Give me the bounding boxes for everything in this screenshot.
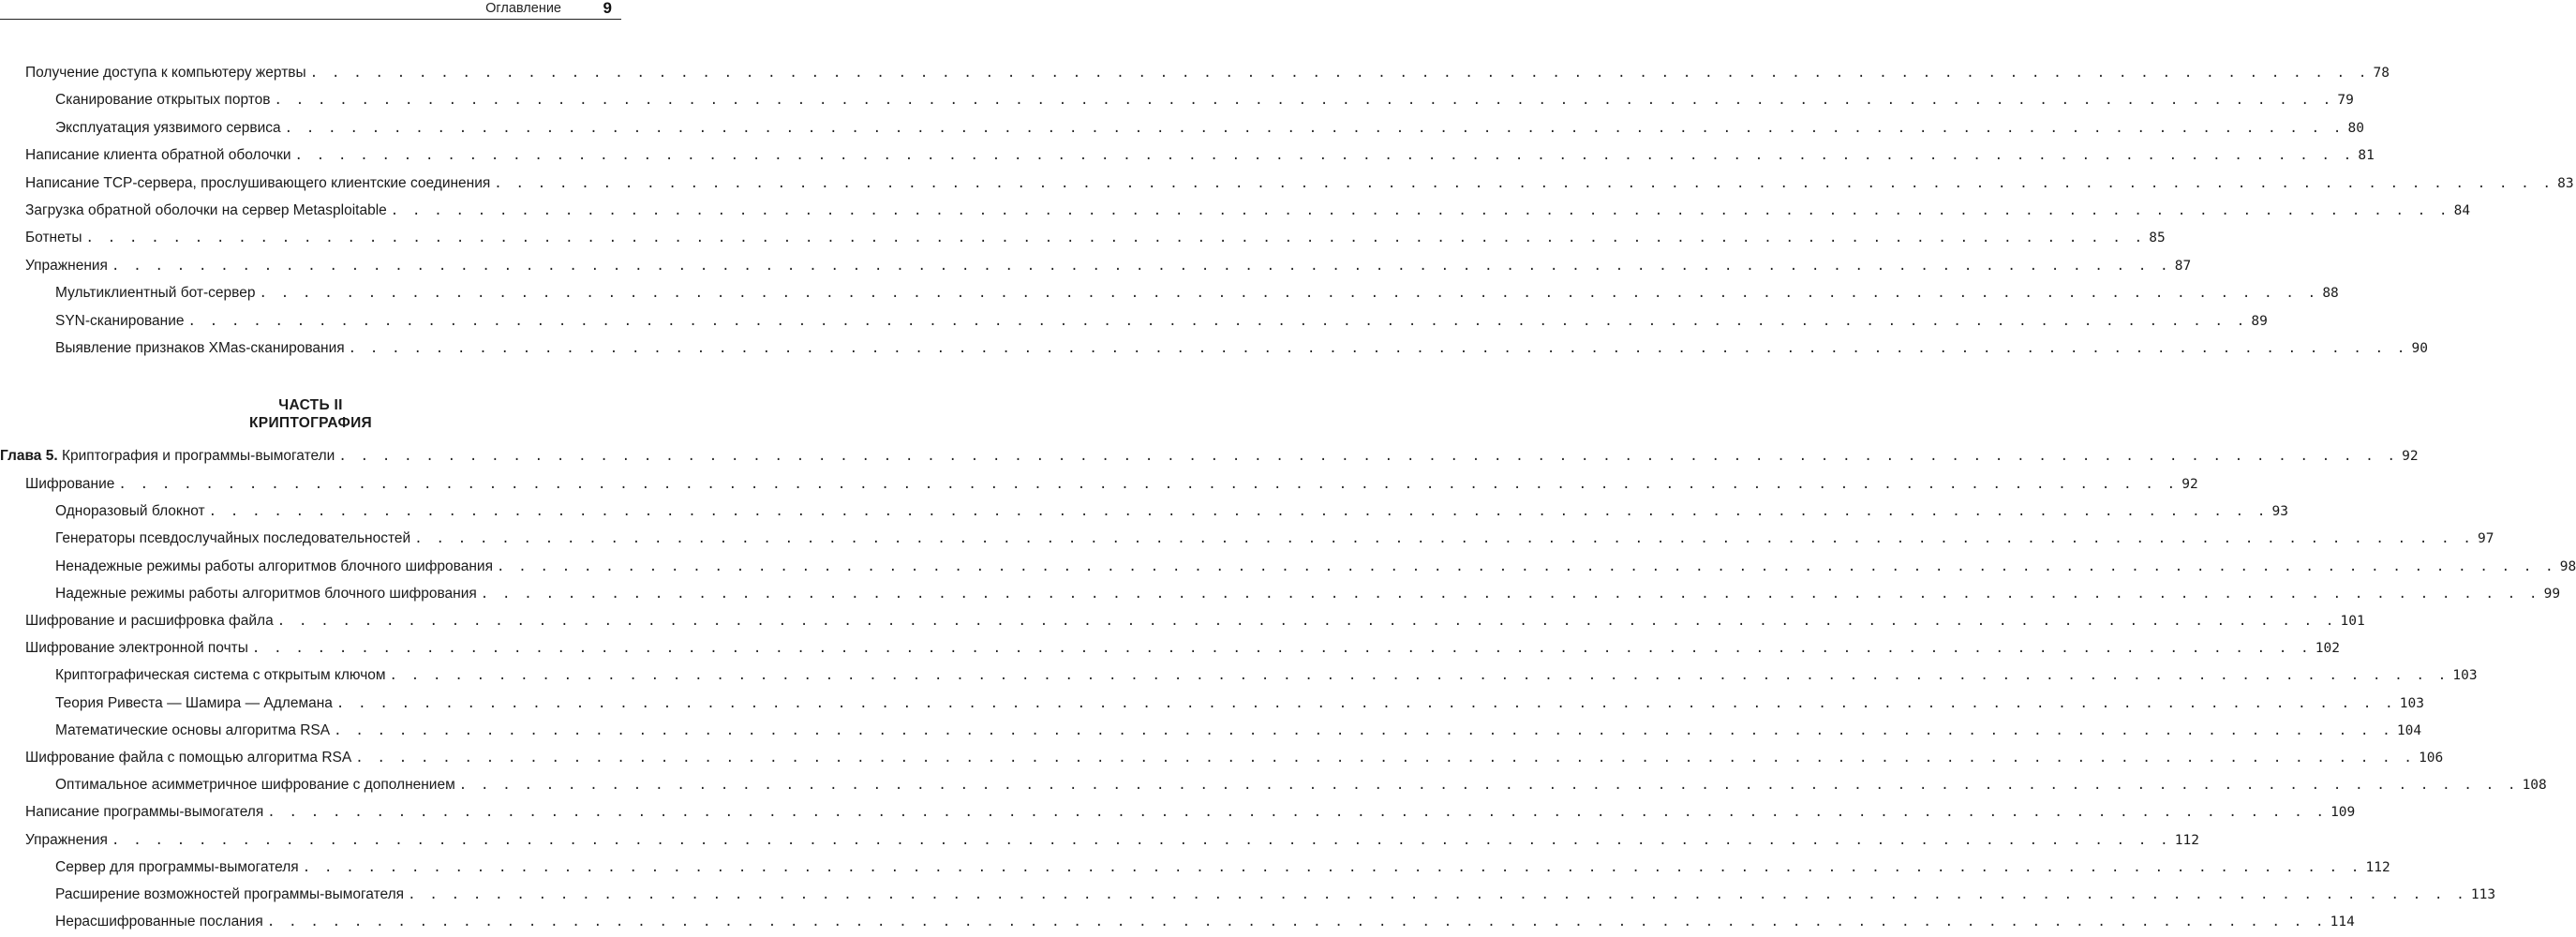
toc-entry-title: Шифрование <box>25 476 115 492</box>
toc-entry <box>55 859 2390 882</box>
dot-leader: . . . . . . . . . . . . . . . . . . . . . . . . . . . . . . . . . . . . . . . . . . . . . . . . . . . . . . . . . . . . . . . . . . . . . . . . . . . . . . . . . . . . . . . . . . . . . . . <box>338 449 2399 464</box>
toc-entry <box>55 722 2422 745</box>
toc-entry-page: 81 <box>2358 148 2375 163</box>
toc-entry-title: Выявление признаков XMas-сканирования <box>55 340 345 356</box>
dot-leader: . . . . . . . . . . . . . . . . . . . . . . . . . . . . . . . . . . . . . . . . . . . . . . . . . . . . . . . . . . . . . . . . . . . . . . . . . . . . . . . . . . . . . . . . . . . . . . . <box>458 778 2519 793</box>
toc-entry-title: Написание программы-вымогателя <box>25 804 264 820</box>
dot-leader: . . . . . . . . . . . . . . . . . . . . . . . . . . . . . . . . . . . . . . . . . . . . . . . . . . . . . . . . . . . . . . . . . . . . . . . . . . . . . . . . . . . . . . . . . . . . . . . <box>276 614 2337 629</box>
chapter-page: 92 <box>2402 449 2419 464</box>
dot-leader: . . . . . . . . . . . . . . . . . . . . . . . . . . . . . . . . . . . . . . . . . . . . . . . . . . . . . . . . . . . . . . . . . . . . . . . . . . . . . . . . . . . . . . . . . . . . . . . <box>355 751 2416 766</box>
dot-leader: . . . . . . . . . . . . . . . . . . . . . . . . . . . . . . . . . . . . . . . . . . . . . . . . . . . . . . . . . . . . . . . . . . . . . . . . . . . . . . . . . . . . . . . . . . . . . . . <box>494 176 2554 191</box>
dot-leader: . . . . . . . . . . . . . . . . . . . . . . . . . . . . . . . . . . . . . . . . . . . . . . . . . . . . . . . . . . . . . . . . . . . . . . . . . . . . . . . . . . . . . . . . . . . . . . . <box>259 286 2319 301</box>
toc-entry-page: 92 <box>2181 477 2198 492</box>
toc-entry-page: 90 <box>2411 341 2428 356</box>
toc-entry <box>55 777 2547 799</box>
dot-leader: . . . . . . . . . . . . . . . . . . . . . . . . . . . . . . . . . . . . . . . . . . . . . . . . . . . . . . . . . . . . . . . . . . . . . . . . . . . . . . . . . . . . . . . . . . . . . . . <box>267 805 2328 820</box>
page-number: 9 <box>603 0 612 17</box>
toc-entry <box>55 313 2268 335</box>
toc-entry-page: 85 <box>2149 231 2166 245</box>
toc-entry-title: Надежные режимы работы алгоритмов блочного шифрования <box>55 586 477 602</box>
toc-entry-title: Расширение возможностей программы-вымогателя <box>55 886 405 902</box>
toc-entry-title: Шифрование и расшифровка файла <box>25 613 274 629</box>
dot-leader: . . . . . . . . . . . . . . . . . . . . . . . . . . . . . . . . . . . . . . . . . . . . . . . . . . . . . . . . . . . . . . . . . . . . . . . . . . . . . . . . . . . . . . . . . . . . . . . <box>266 915 2327 930</box>
toc-entry-title: Нерасшифрованные послания <box>55 914 263 930</box>
toc-entry-page: 89 <box>2251 314 2268 329</box>
toc-entry-title: Математические основы алгоритма RSA <box>55 722 331 738</box>
dot-leader: . . . . . . . . . . . . . . . . . . . . . . . . . . . . . . . . . . . . . . . . . . . . . . . . . . . . . . . . . . . . . . . . . . . . . . . . . . . . . . . . . . . . . . . . . . . . . . . <box>408 887 2467 902</box>
dot-leader: . . . . . . . . . . . . . . . . . . . . . . . . . . . . . . . . . . . . . . . . . . . . . . . . . . . . . . . . . . . . . . . . . . . . . . . . . . . . . . . . . . . . . . . . . . . . . . . <box>187 314 2248 329</box>
toc-entry <box>55 285 2339 307</box>
toc-entry-page: 112 <box>2365 860 2390 875</box>
dot-leader: . . . . . . . . . . . . . . . . . . . . . . . . . . . . . . . . . . . . . . . . . . . . . . . . . . . . . . . . . . . . . . . . . . . . . . . . . . . . . . . . . . . . . . . . . . . . . . . <box>294 148 2355 163</box>
toc-entry-title: Сервер для программы-вымогателя <box>55 859 299 875</box>
toc-entry-page: 113 <box>2470 887 2496 902</box>
toc-entry-page: 103 <box>2452 668 2478 683</box>
dot-leader: . . . . . . . . . . . . . . . . . . . . . . . . . . . . . . . . . . . . . . . . . . . . . . . . . . . . . . . . . . . . . . . . . . . . . . . . . . . . . . . . . . . . . . . . . . . . . . . <box>302 860 2362 875</box>
toc-entry <box>25 613 2365 635</box>
dot-leader: . . . . . . . . . . . . . . . . . . . . . . . . . . . . . . . . . . . . . . . . . . . . . . . . . . . . . . . . . . . . . . . . . . . . . . . . . . . . . . . . . . . . . . . . . . . . . . . <box>118 477 2179 492</box>
toc-entry <box>55 695 2424 718</box>
dot-leader: . . . . . . . . . . . . . . . . . . . . . . . . . . . . . . . . . . . . . . . . . . . . . . . . . . . . . . . . . . . . . . . . . . . . . . . . . . . . . . . . . . . . . . . . . . . . . . . <box>111 833 2171 848</box>
toc-entry-page: 78 <box>2373 66 2390 81</box>
toc-entry <box>55 914 2355 936</box>
toc-entry <box>25 804 2356 826</box>
toc-entry-page: 109 <box>2330 805 2356 820</box>
dot-leader: . . . . . . . . . . . . . . . . . . . . . . . . . . . . . . . . . . . . . . . . . . . . . . . . . . . . . . . . . . . . . . . . . . . . . . . . . . . . . . . . . . . . . . . . . . . . . . . <box>335 696 2396 711</box>
running-header <box>0 0 621 20</box>
toc-entry-title: SYN-сканирование <box>55 313 185 329</box>
toc-entry-title: Написание клиента обратной оболочки <box>25 147 291 163</box>
toc-entry-page: 112 <box>2174 833 2199 848</box>
toc-entry-title: Ботнеты <box>25 230 82 245</box>
toc-entry-title: Ненадежные режимы работы алгоритмов блочного шифрования <box>55 558 493 574</box>
toc-entry <box>55 667 2478 690</box>
toc-entry-page: 106 <box>2419 751 2444 766</box>
dot-leader: . . . . . . . . . . . . . . . . . . . . . . . . . . . . . . . . . . . . . . . . . . . . . . . . . . . . . . . . . . . . . . . . . . . . . . . . . . . . . . . . . . . . . . . . . . . . . . . <box>274 93 2334 108</box>
dot-leader: . . . . . . . . . . . . . . . . . . . . . . . . . . . . . . . . . . . . . . . . . . . . . . . . . . . . . . . . . . . . . . . . . . . . . . . . . . . . . . . . . . . . . . . . . . . . . . . <box>309 66 2370 81</box>
toc-entry-title: Оптимальное асимметричное шифрование с дополнением <box>55 777 455 793</box>
toc-entry-page: 84 <box>2453 203 2471 218</box>
part-title: КРИПТОГРАФИЯ <box>249 415 372 431</box>
toc-entry <box>55 530 2494 553</box>
toc-entry-page: 103 <box>2399 696 2424 711</box>
toc-entry-title: Написание TCP-сервера, прослушивающего клиентские соединения <box>25 175 491 191</box>
toc-entry <box>25 147 2375 170</box>
toc-entry <box>55 120 2364 142</box>
toc-entry-title: Загрузка обратной оболочки на сервер Metasploitable <box>25 202 387 218</box>
toc-entry-page: 93 <box>2271 504 2288 519</box>
toc-entry-title: Эксплуатация уязвимого сервиса <box>55 120 281 136</box>
toc-entry-page: 98 <box>2559 559 2576 574</box>
toc-entry-page: 88 <box>2322 286 2339 301</box>
chapter-entry <box>0 448 2419 470</box>
toc-entry-title: Упражнения <box>25 832 108 848</box>
toc-entry-title: Упражнения <box>25 258 108 274</box>
running-header-title: Оглавление <box>485 1 561 16</box>
toc-entry-title: Шифрование электронной почты <box>25 640 248 656</box>
toc-entry <box>25 258 2192 280</box>
toc-entry <box>55 340 2428 363</box>
dot-leader: . . . . . . . . . . . . . . . . . . . . . . . . . . . . . . . . . . . . . . . . . . . . . . . . . . . . . . . . . . . . . . . . . . . . . . . . . . . . . . . . . . . . . . . . . . . . . . . <box>390 203 2450 218</box>
dot-leader: . . . . . . . . . . . . . . . . . . . . . . . . . . . . . . . . . . . . . . . . . . . . . . . . . . . . . . . . . . . . . . . . . . . . . . . . . . . . . . . . . . . . . . . . . . . . . . . <box>334 723 2393 738</box>
toc-entry <box>55 503 2288 526</box>
toc-entry <box>55 886 2496 909</box>
toc-entry-page: 114 <box>2330 915 2355 930</box>
toc-entry <box>25 202 2471 225</box>
dot-leader: . . . . . . . . . . . . . . . . . . . . . . . . . . . . . . . . . . . . . . . . . . . . . . . . . . . . . . . . . . . . . . . . . . . . . . . . . . . . . . . . . . . . . . . . . . . . . . . <box>111 259 2171 274</box>
part-label: ЧАСТЬ II <box>278 397 343 413</box>
toc-entry <box>25 175 2574 198</box>
toc-entry-page: 83 <box>2557 176 2574 191</box>
toc-entry <box>25 832 2199 855</box>
toc-entry-title: Генераторы псевдослучайных последовательностей <box>55 530 411 546</box>
dot-leader: . . . . . . . . . . . . . . . . . . . . . . . . . . . . . . . . . . . . . . . . . . . . . . . . . . . . . . . . . . . . . . . . . . . . . . . . . . . . . . . . . . . . . . . . . . . . . . . <box>480 587 2540 602</box>
toc-entry <box>25 750 2444 772</box>
toc-entry <box>25 476 2198 498</box>
toc-entry-page: 80 <box>2347 121 2364 136</box>
toc-entry-title: Мультиклиентный бот-сервер <box>55 285 256 301</box>
toc-entry-title: Одноразовый блокнот <box>55 503 205 519</box>
dot-leader: . . . . . . . . . . . . . . . . . . . . . . . . . . . . . . . . . . . . . . . . . . . . . . . . . . . . . . . . . . . . . . . . . . . . . . . . . . . . . . . . . . . . . . . . . . . . . . . <box>85 231 2146 245</box>
dot-leader: . . . . . . . . . . . . . . . . . . . . . . . . . . . . . . . . . . . . . . . . . . . . . . . . . . . . . . . . . . . . . . . . . . . . . . . . . . . . . . . . . . . . . . . . . . . . . . . <box>389 668 2449 683</box>
toc-entry-page: 79 <box>2337 93 2354 108</box>
toc-entry-page: 104 <box>2396 723 2422 738</box>
chapter-title: Криптография и программы-вымогатели <box>61 448 335 464</box>
dot-leader: . . . . . . . . . . . . . . . . . . . . . . . . . . . . . . . . . . . . . . . . . . . . . . . . . . . . . . . . . . . . . . . . . . . . . . . . . . . . . . . . . . . . . . . . . . . . . . . <box>348 341 2408 356</box>
toc-entry-title: Получение доступа к компьютеру жертвы <box>25 65 306 81</box>
chapter-prefix: Глава 5. <box>0 448 58 464</box>
toc-entry <box>55 558 2576 581</box>
dot-leader: . . . . . . . . . . . . . . . . . . . . . . . . . . . . . . . . . . . . . . . . . . . . . . . . . . . . . . . . . . . . . . . . . . . . . . . . . . . . . . . . . . . . . . . . . . . . . . . <box>251 641 2312 656</box>
toc-entry-title: Теория Ривеста — Шамира — Адлемана <box>55 695 333 711</box>
toc-entry-page: 99 <box>2543 587 2561 602</box>
toc-entry-page: 102 <box>2315 641 2340 656</box>
dot-leader: . . . . . . . . . . . . . . . . . . . . . . . . . . . . . . . . . . . . . . . . . . . . . . . . . . . . . . . . . . . . . . . . . . . . . . . . . . . . . . . . . . . . . . . . . . . . . . . <box>208 504 2269 519</box>
toc-entry-page: 97 <box>2478 531 2494 546</box>
toc-entry <box>55 92 2354 114</box>
toc-entry <box>25 640 2340 662</box>
toc-entry-title: Сканирование открытых портов <box>55 92 271 108</box>
dot-leader: . . . . . . . . . . . . . . . . . . . . . . . . . . . . . . . . . . . . . . . . . . . . . . . . . . . . . . . . . . . . . . . . . . . . . . . . . . . . . . . . . . . . . . . . . . . . . . . <box>496 559 2556 574</box>
toc-entry <box>25 230 2166 252</box>
toc-entry-title: Криптографическая система с открытым ключом <box>55 667 386 683</box>
dot-leader: . . . . . . . . . . . . . . . . . . . . . . . . . . . . . . . . . . . . . . . . . . . . . . . . . . . . . . . . . . . . . . . . . . . . . . . . . . . . . . . . . . . . . . . . . . . . . . . <box>414 531 2475 546</box>
dot-leader: . . . . . . . . . . . . . . . . . . . . . . . . . . . . . . . . . . . . . . . . . . . . . . . . . . . . . . . . . . . . . . . . . . . . . . . . . . . . . . . . . . . . . . . . . . . . . . . <box>284 121 2345 136</box>
toc-entry <box>55 586 2561 608</box>
toc-entry-title: Шифрование файла с помощью алгоритма RSA <box>25 750 352 766</box>
toc-entry-page: 101 <box>2340 614 2365 629</box>
toc-entry-page: 108 <box>2522 778 2547 793</box>
toc-entry <box>25 65 2390 87</box>
toc-entry-page: 87 <box>2174 259 2192 274</box>
